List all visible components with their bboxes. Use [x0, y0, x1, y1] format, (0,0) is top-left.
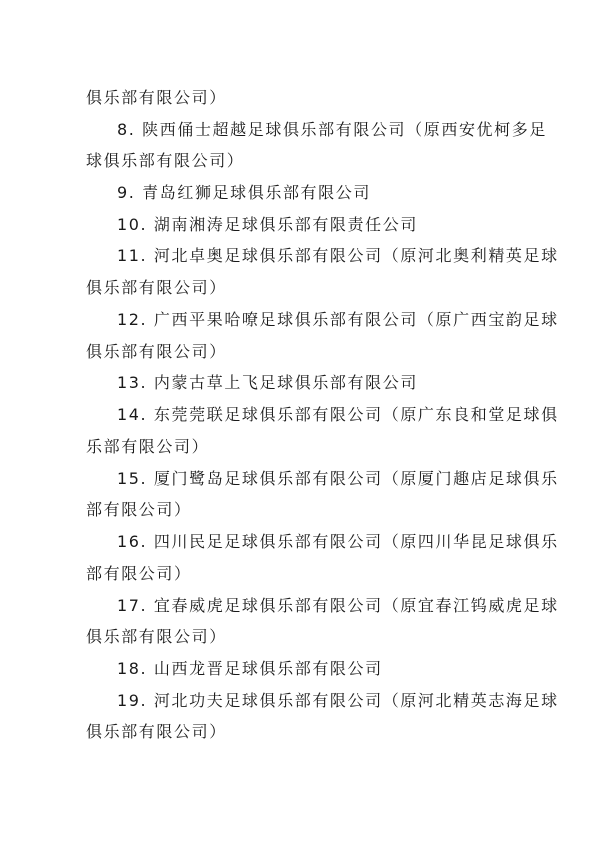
- list-item-16: 16. 四川民足足球俱乐部有限公司（原四川华昆足球俱乐: [117, 532, 559, 551]
- text-line: 乐部有限公司）: [86, 437, 210, 456]
- list-item-9: 9. 青岛红狮足球俱乐部有限公司: [117, 183, 371, 202]
- list-item-8: 8. 陕西俑士超越足球俱乐部有限公司（原西安优柯多足: [117, 120, 547, 139]
- list-item-17: 17. 宜春威虎足球俱乐部有限公司（原宜春江钨威虎足球: [117, 596, 559, 615]
- text-line: 俱乐部有限公司）: [86, 722, 227, 741]
- text-line: 部有限公司）: [86, 500, 192, 519]
- list-item-15: 15. 厦门鹭岛足球俱乐部有限公司（原厦门趣店足球俱乐: [117, 469, 559, 488]
- list-item-13: 13. 内蒙古草上飞足球俱乐部有限公司: [117, 373, 418, 392]
- list-item-19: 19. 河北功夫足球俱乐部有限公司（原河北精英志海足球: [117, 691, 559, 710]
- text-line: 俱乐部有限公司）: [86, 88, 227, 107]
- list-item-12: 12. 广西平果哈嘹足球俱乐部有限公司（原广西宝韵足球: [117, 310, 559, 329]
- list-item-11: 11. 河北卓奥足球俱乐部有限公司（原河北奥利精英足球: [117, 246, 559, 265]
- text-line: 俱乐部有限公司）: [86, 278, 227, 297]
- text-line: 俱乐部有限公司）: [86, 627, 227, 646]
- text-line: 球俱乐部有限公司）: [86, 151, 245, 170]
- text-line: 部有限公司）: [86, 564, 192, 583]
- list-item-18: 18. 山西龙晋足球俱乐部有限公司: [117, 659, 383, 678]
- list-item-14: 14. 东莞莞联足球俱乐部有限公司（原广东良和堂足球俱: [117, 405, 559, 424]
- list-item-10: 10. 湖南湘涛足球俱乐部有限责任公司: [117, 215, 418, 234]
- text-line: 俱乐部有限公司）: [86, 342, 227, 361]
